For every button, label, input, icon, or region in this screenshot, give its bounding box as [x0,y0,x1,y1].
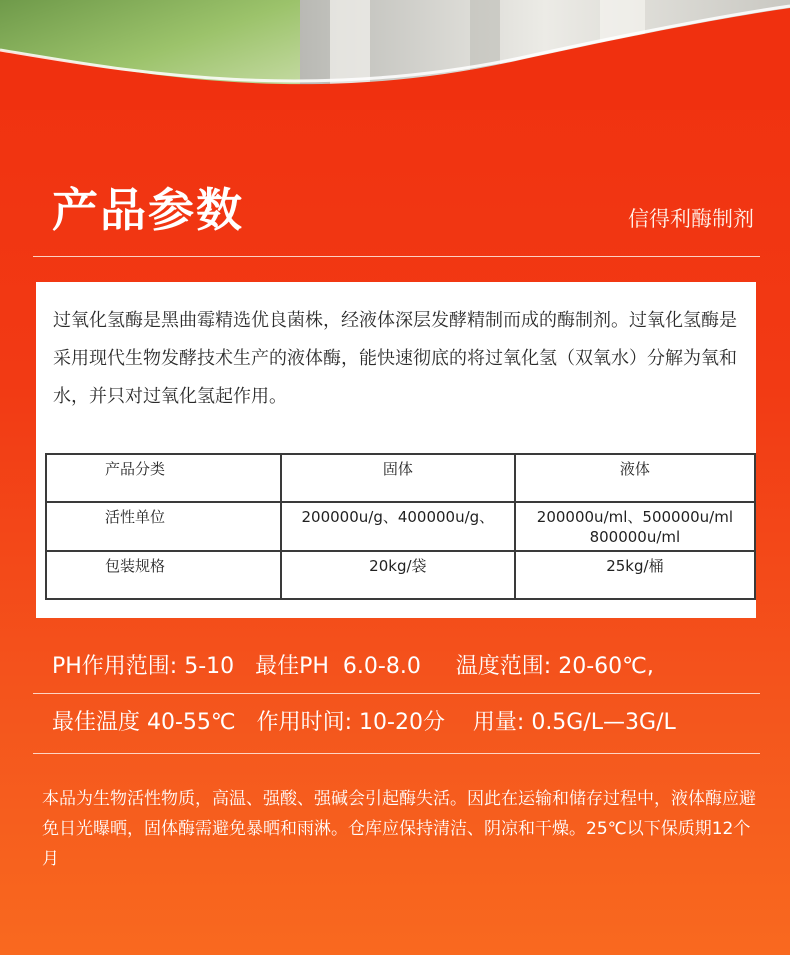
divider [33,256,760,257]
intro-text: 过氧化氢酶是黑曲霉精选优良菌株，经液体深层发酵精制而成的酶制剂。过氧化氢酶是采用现代生物发酵技术生产的液体酶，能快速彻底的将过氧化氢（双氧水）分解为氧和水，并只对过氧化氢起作用。 [53,310,737,407]
table-row [46,502,755,551]
spec-table [45,453,756,600]
table-header-row [46,454,755,502]
params-line-2: 最佳温度 40-55℃ 作用时间: 10-20分 用量: 0.5G/L—3G/L [52,710,676,735]
table-cell: 活性单位 [46,502,281,551]
page-title: 产品参数 [52,183,244,237]
table-cell: 200000u/g、400000u/g、 [281,502,515,551]
table-header-cell: 产品分类 [46,454,281,502]
product-info-card [36,282,756,618]
table-row [46,551,755,599]
table-cell: 25kg/桶 [515,551,755,599]
divider [33,753,760,754]
brand-label: 信得利酶制剂 [628,207,754,231]
params-line-1: PH作用范围: 5-10 最佳PH 6.0-8.0 温度范围: 20-60℃, [52,654,654,679]
table-header-cell: 液体 [515,454,755,502]
divider [33,693,760,694]
table-cell: 200000u/ml、500000u/ml 800000u/ml [515,502,755,551]
table-cell: 20kg/袋 [281,551,515,599]
table-cell: 包装规格 [46,551,281,599]
table-header-cell: 固体 [281,454,515,502]
header-banner-photo [0,0,790,110]
storage-notice: 本品为生物活性物质，高温、强酸、强碱会引起酶失活。因此在运输和储存过程中，液体酶应避免日光曝晒，固体酶需避免暴晒和雨淋。仓库应保持清洁、阴凉和干燥。25℃以下保质期12个月 [42,789,756,869]
